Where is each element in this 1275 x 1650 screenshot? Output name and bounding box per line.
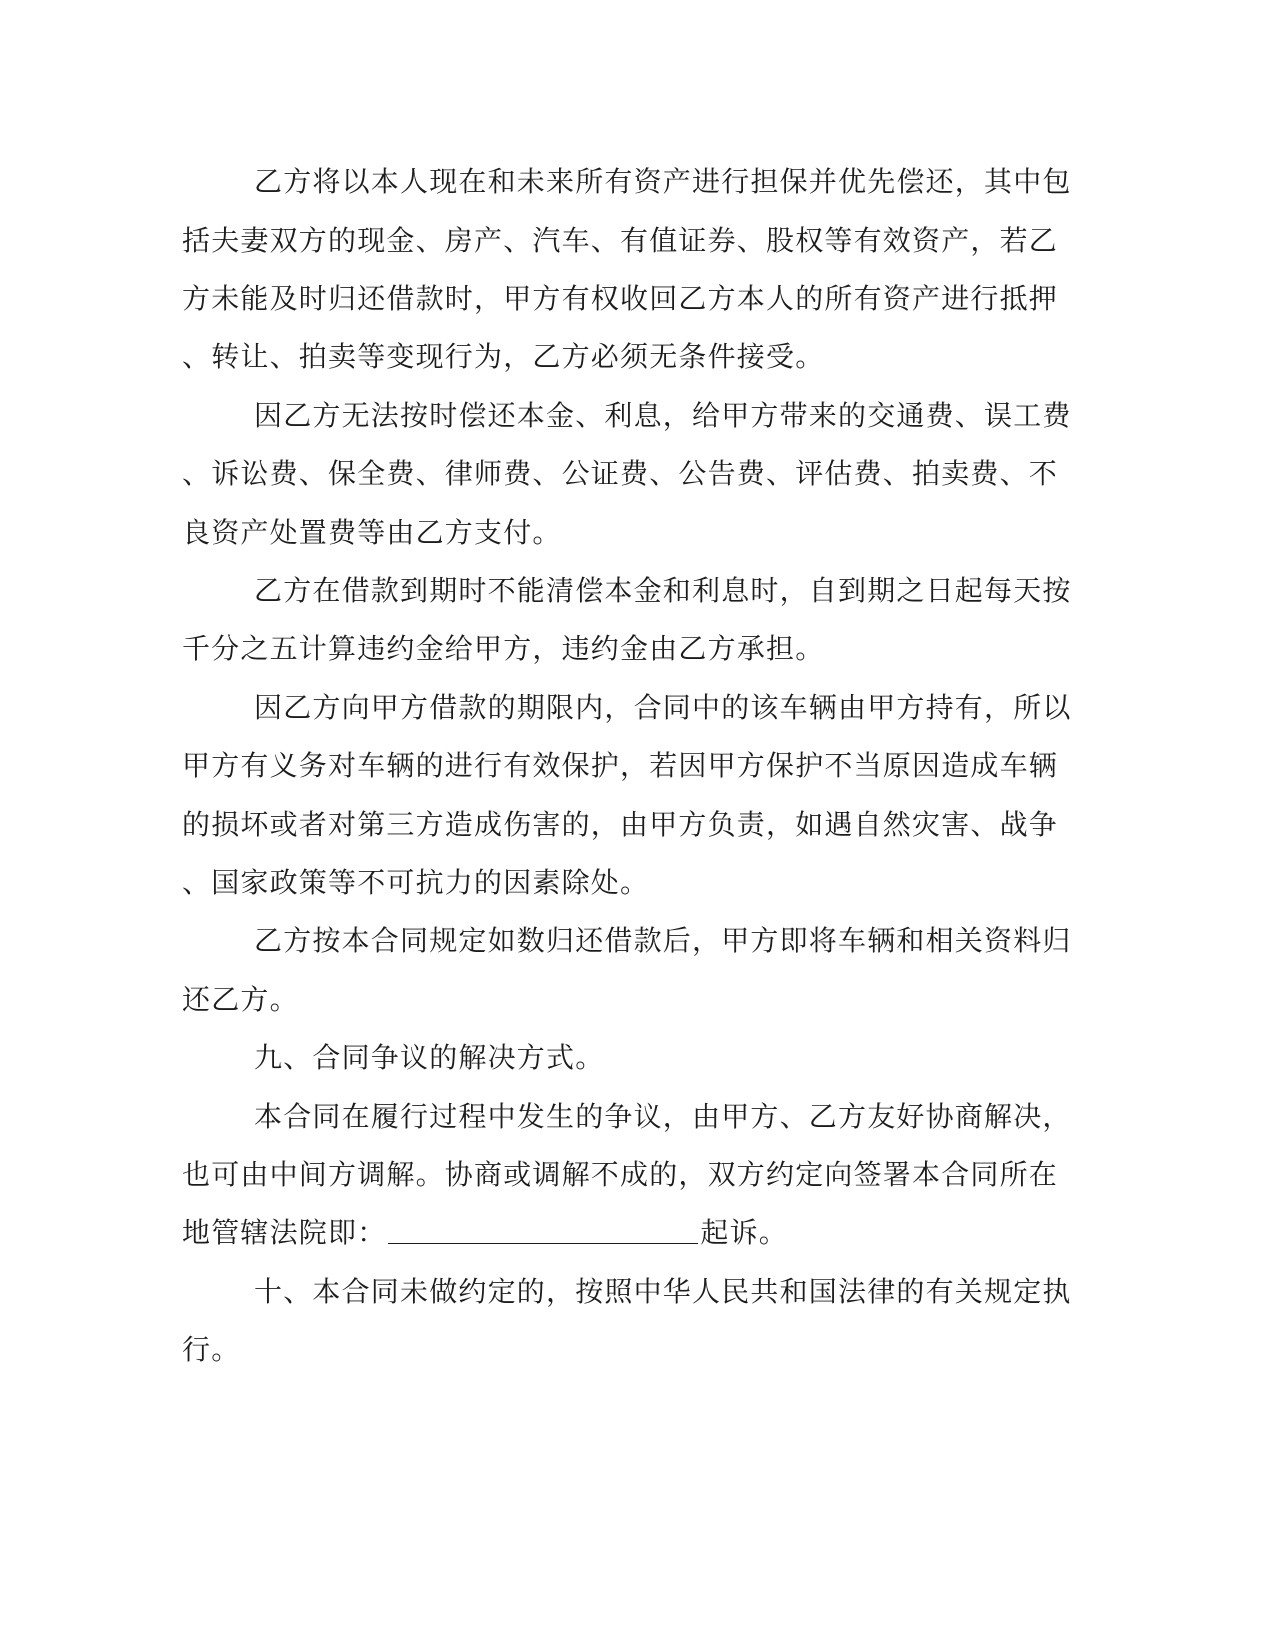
paragraph-line: 甲方有义务对车辆的进行有效保护，若因甲方保护不当原因造成车辆 — [182, 749, 1059, 782]
paragraph-line: 括夫妻双方的现金、房产、汽车、有值证券、股权等有效资产，若乙 — [182, 224, 1059, 257]
paragraph-line: 方未能及时归还借款时，甲方有权收回乙方本人的所有资产进行抵押 — [182, 282, 1059, 315]
paragraph-line: 因乙方无法按时偿还本金、利息，给甲方带来的交通费、误工费 — [254, 399, 1072, 432]
paragraph-line: 良资产处置费等由乙方支付。 — [182, 516, 562, 549]
paragraph-line: 本合同在履行过程中发生的争议，由甲方、乙方友好协商解决， — [254, 1100, 1072, 1133]
paragraph-line: 十、本合同未做约定的，按照中华人民共和国法律的有关规定执 — [254, 1275, 1072, 1308]
paragraph-line: 也可由中间方调解。协商或调解不成的，双方约定向签署本合同所在 — [182, 1158, 1059, 1191]
paragraph-line: 千分之五计算违约金给甲方，违约金由乙方承担。 — [182, 632, 825, 665]
court-line-prefix: 地管辖法院即： — [182, 1216, 387, 1249]
court-line — [182, 1213, 788, 1253]
paragraph-line: 乙方按本合同规定如数归还借款后，甲方即将车辆和相关资料归 — [254, 924, 1072, 957]
paragraph-line: 、国家政策等不可抗力的因素除处。 — [182, 866, 650, 899]
paragraph-line: 因乙方向甲方借款的期限内，合同中的该车辆由甲方持有，所以 — [254, 691, 1072, 724]
court-line-suffix: 起诉。 — [700, 1216, 789, 1249]
court-name-blank[interactable] — [388, 1215, 698, 1244]
paragraph-line: 、转让、拍卖等变现行为，乙方必须无条件接受。 — [182, 340, 825, 373]
section-heading: 九、合同争议的解决方式。 — [254, 1041, 605, 1074]
paragraph-line: 乙方在借款到期时不能清偿本金和利息时，自到期之日起每天按 — [254, 574, 1072, 607]
paragraph-line: 的损坏或者对第三方造成伤害的，由甲方负责，如遇自然灾害、战争 — [182, 808, 1059, 841]
paragraph-line: 、诉讼费、保全费、律师费、公证费、公告费、评估费、拍卖费、不 — [182, 457, 1059, 490]
paragraph-line: 乙方将以本人现在和未来所有资产进行担保并优先偿还，其中包 — [254, 165, 1072, 198]
paragraph-line: 行。 — [182, 1333, 241, 1366]
paragraph-line: 还乙方。 — [182, 983, 299, 1016]
